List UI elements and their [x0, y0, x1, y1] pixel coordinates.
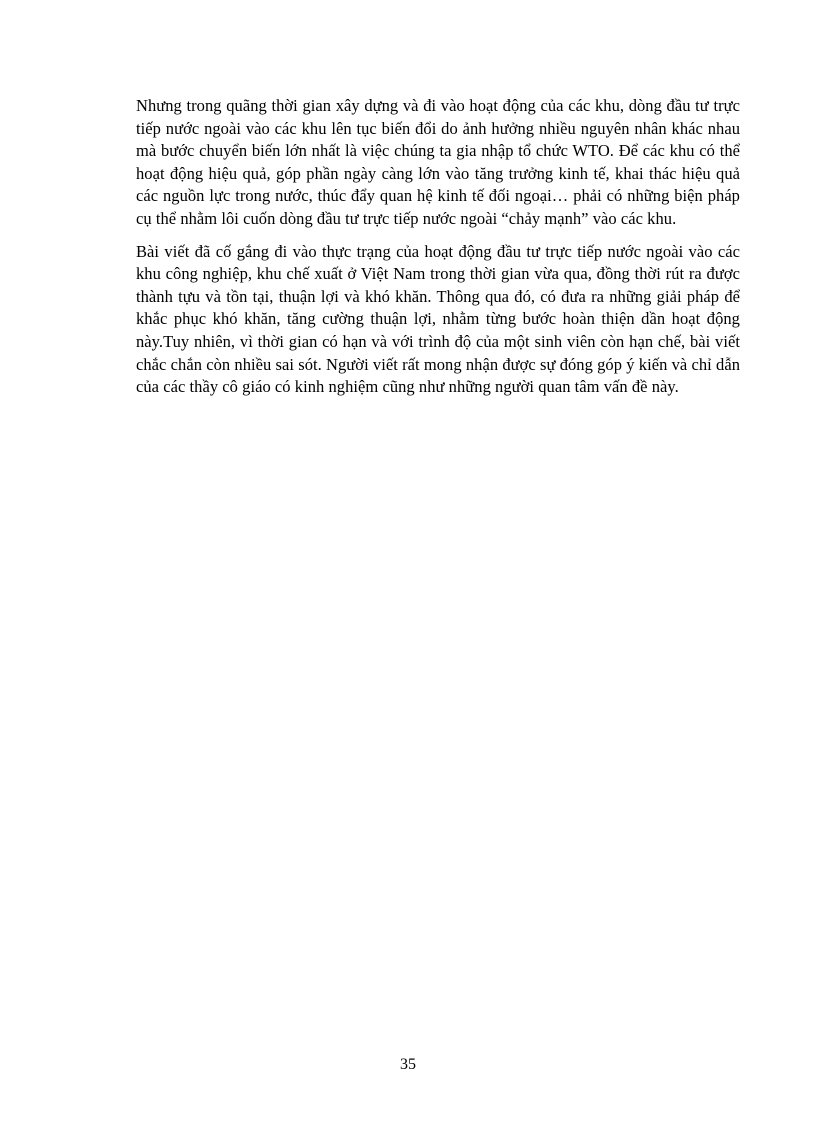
paragraph-2: Bài viết đã cố gắng đi vào thực trạng của hoạt động đầu tư trực tiếp nước ngoài vào các khu công nghiệp, khu chế xuất ở Việt Nam trong thời gian vừa qua, đồng thời rút ra được thành tựu và tồn tại, thuận lợi và khó khăn. Thông qua đó, có đưa ra những giải pháp để khắc phục khó khăn, tăng cường thuận lợi, nhằm từng bước hoàn thiện dần hoạt động này.Tuy nhiên, vì thời gian có hạn và với trình độ của một sinh viên còn hạn chế, bài viết chắc chắn còn nhiều sai sót. Người viết rất mong nhận được sự đóng góp ý kiến và chỉ dẫn của các thầy cô giáo có kinh nghiệm cũng như những người quan tâm vấn đề này.: [136, 241, 740, 397]
paragraph-1: Nhưng trong quãng thời gian xây dựng và đi vào hoạt động của các khu, dòng đầu tư trực tiếp nước ngoài vào các khu lên tục biến đổi do ảnh hưởng nhiều nguyên nhân khác nhau mà bước chuyển biến lớn nhất là việc chúng ta gia nhập tổ chức WTO. Để các khu có thể hoạt động hiệu quả, góp phần ngày càng lớn vào tăng trưởng kinh tế, khai thác hiệu quả các nguồn lực trong nước, thúc đẩy quan hệ kinh tế đối ngoại… phải có những biện pháp cụ thể nhằm lôi cuốn dòng đầu tư trực tiếp nước ngoài “chảy mạnh” vào các khu.: [136, 96, 740, 228]
page-body: [136, 95, 740, 409]
page-number: 35: [400, 1056, 416, 1073]
